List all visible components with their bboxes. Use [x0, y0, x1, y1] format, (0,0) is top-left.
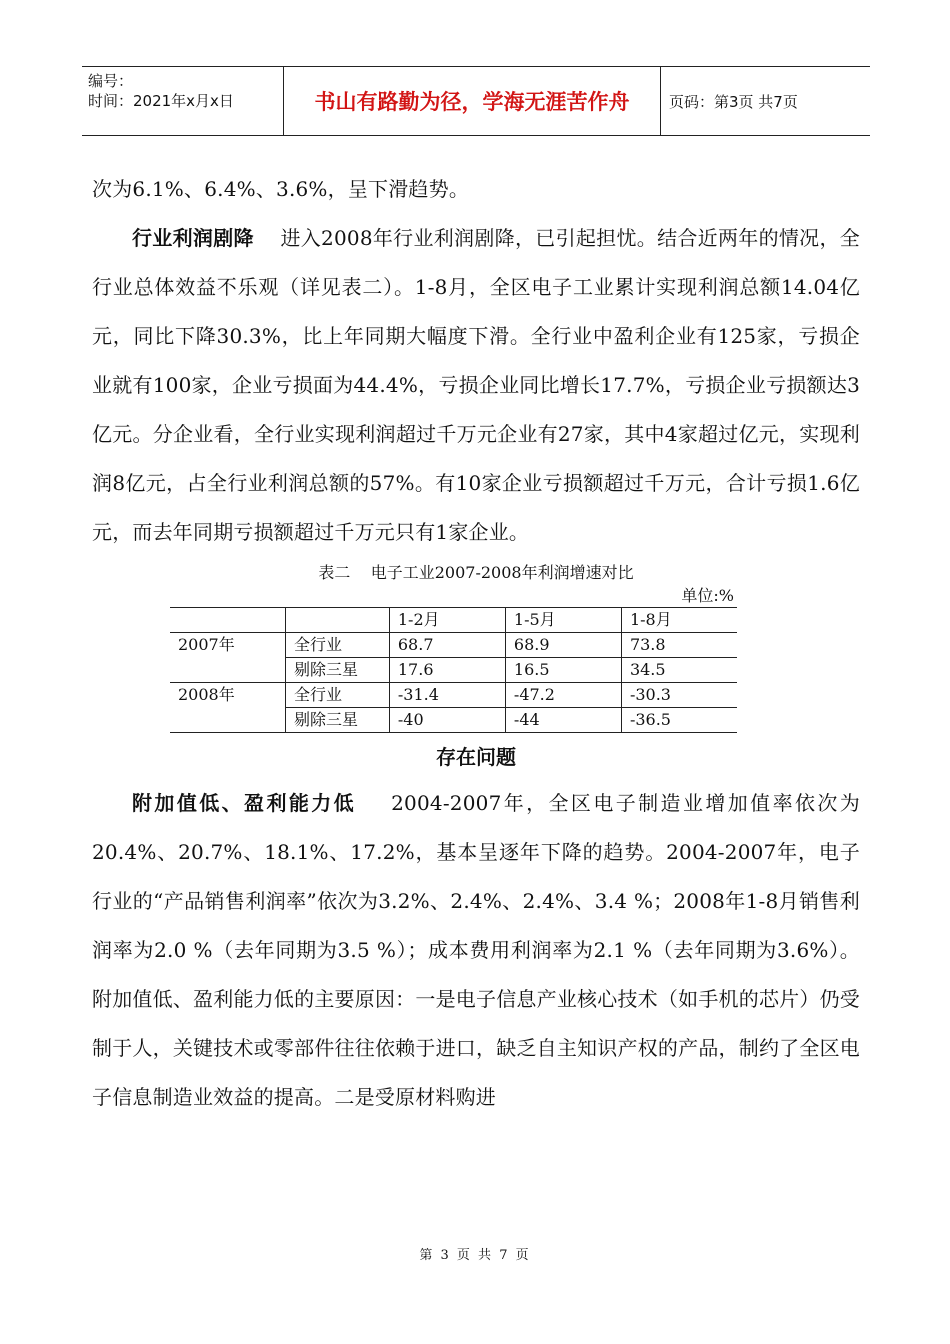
paragraph-3-heading: 附加值低、盈利能力低: [132, 791, 357, 815]
table-cell: -30.3: [621, 683, 737, 708]
paragraph-3-text: 2004-2007年，全区电子制造业增加值率依次为20.4%、20.7%、18.1%、17.2%，基本呈逐年下降的趋势。2004-2007年，电子行业的“产品销售利润率”依次为3.2%、2.4%、2.4%、3.4 %；2008年1-8月销售利润率为2.0 %（去年同期为3.5 %）；成本费用利润率为2.1 %（去年同期为3.6%）。附加值低、盈利能力低的主要原因：一是电子信息产业核心技术（如手机的芯片）仍受制于人，关键技术或零部件往往依赖于进口，缺乏自主知识产权的产品，制约了全区电子信息制造业效益的提高。二是受原材料购进: [92, 791, 860, 1109]
table-cell: 16.5: [505, 658, 621, 683]
table-row: [170, 633, 737, 658]
table-cell: 68.7: [389, 633, 505, 658]
header-meta: [82, 67, 284, 135]
header-page-info: 页码：第3页 共7页: [669, 92, 798, 111]
table-cell: 68.9: [505, 633, 621, 658]
table-cell: 73.8: [621, 633, 737, 658]
paragraph-2: [92, 214, 860, 557]
table-row: [170, 683, 737, 708]
date-label: 时间：2021年x月x日: [88, 92, 234, 110]
row-label: 剔除三星: [286, 708, 390, 733]
paragraph-1: 次为6.1%、6.4%、3.6%，呈下滑趋势。: [92, 177, 470, 201]
year-label: 2007年: [178, 635, 235, 654]
column-header: 1-2月: [389, 608, 505, 633]
table-header-row: [170, 608, 737, 633]
table-cell: 17.6: [389, 658, 505, 683]
page-footer: 第 3 页 共 7 页: [419, 1248, 531, 1263]
paragraph-2-heading: 行业利润剧降: [132, 226, 254, 250]
paragraph-3: [92, 779, 860, 1122]
table-cell: 34.5: [621, 658, 737, 683]
row-label: 全行业: [286, 683, 390, 708]
table-cell: -31.4: [389, 683, 505, 708]
serial-label: 编号：: [88, 72, 134, 90]
table-cell: -47.2: [505, 683, 621, 708]
column-header: 1-5月: [505, 608, 621, 633]
document-body: [92, 165, 860, 1122]
section-title: 存在问题: [436, 745, 516, 769]
paragraph-2-text: 进入2008年行业利润剧降，已引起担忧。结合近两年的情况，全行业总体效益不乐观（详见表二）。1-8月，全区电子工业累计实现利润总额14.04亿元，同比下降30.3%，比上年同期大幅度下滑。全行业中盈利企业有125家，亏损企业就有100家，企业亏损面为44.4%，亏损企业同比增长17.7%，亏损企业亏损额达3亿元。分企业看，全行业实现利润超过千万元企业有27家，其中4家超过亿元，实现利润8亿元，占全行业利润总额的57%。有10家企业亏损额超过千万元，合计亏损1.6亿元，而去年同期亏损额超过千万元只有1家企业。: [92, 226, 860, 544]
table-unit: 单位:%: [681, 586, 734, 605]
table-cell: -44: [505, 708, 621, 733]
table-caption: 表二 电子工业2007-2008年利润增速对比: [318, 563, 634, 582]
year-label: 2008年: [170, 683, 286, 733]
row-label: 全行业: [286, 633, 390, 658]
table-cell: -36.5: [621, 708, 737, 733]
column-header: 1-8月: [621, 608, 737, 633]
table-cell: -40: [389, 708, 505, 733]
header-motto: 书山有路勤为径，学海无涯苦作舟: [284, 67, 661, 135]
profit-growth-table: [170, 607, 737, 733]
row-label: 剔除三星: [286, 658, 390, 683]
page-header: [82, 66, 870, 136]
